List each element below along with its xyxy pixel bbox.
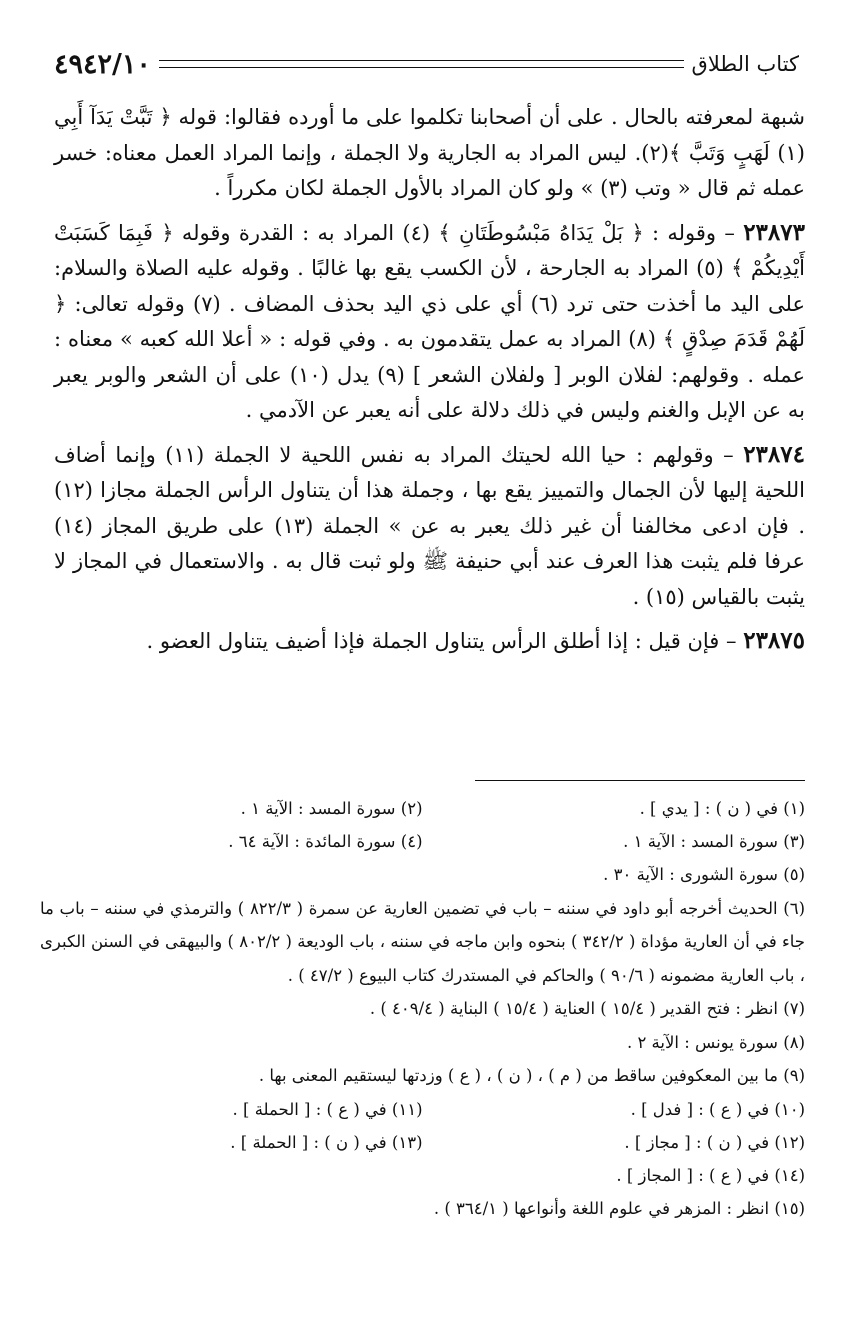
paragraph	[54, 100, 805, 207]
footnote: (١٤) في ( ع ) : [ المجاز ] .	[616, 1165, 805, 1185]
footnote: (٣) سورة المسد : الآية ١ .	[623, 832, 805, 851]
paragraph	[54, 437, 805, 616]
footnote: (٧) انظر : فتح القدير ( ١٥/٤ ) العناية ( ١٥/٤ ) البناية ( ٤٠٩/٤ ) .	[369, 999, 805, 1018]
page-number: ٤٩٤٢/١٠	[54, 48, 151, 80]
footnote: (١٥) انظر : المزهر في علوم اللغة وأنواعها ( ٣٦٤/١ ) .	[433, 1199, 805, 1218]
footnote: (٨) سورة يونس : الآية ٢ .	[626, 1032, 805, 1052]
paragraph	[54, 215, 805, 429]
footnote-row	[40, 825, 805, 858]
footnote: (٥) سورة الشورى : الآية ٣٠ .	[603, 865, 805, 884]
paragraph-text: شبهة لمعرفته بالحال . على أن أصحابنا تكلموا على ما أورده فقالوا: قوله ﴿ تَبَّتْ يَدَآ أَبِي (١) لَهَبٍ وَتَبَّ ﴾(٢). ليس المراد به الجارية ولا الجملة ، وإنما المراد العمل معناه: خسر عمله ثم قال « وتب (٣) » ولو كان المراد بالأول الجملة لكان مكرراً .	[54, 105, 805, 200]
book-title: كتاب الطلاق	[691, 52, 799, 76]
paragraph-text: – فإن قيل : إذا أطلق الرأس يتناول الجملة فإذا أضيف يتناول العضو .	[146, 629, 737, 653]
paragraph-text: – وقوله : ﴿ بَلْ يَدَاهُ مَبْسُوطَتَانِ ﴾ (٤) المراد به : القدرة وقوله ﴿ فَبِمَا كَسَبَتْ أَيْدِيكُمْ ﴾ (٥) المراد به الجارحة ، لأن الكسب يقع بها غالبًا . وقوله عليه الصلاة والسلام: على اليد ما أخذت حتى ترد (٦) أي على ذي اليد بحذف المضاف . (٧) وقوله تعالى: ﴿ لَهُمْ قَدَمَ صِدْقٍ ﴾ (٨) المراد به عمل يتقدمون به . وفي قوله : « أعلا الله كعبه » معناه : عمله . وقولهم: لفلان الوبر [ ولفلان الشعر ] (٩) يدل (١٠) على أن الشعر والوبر يعبر به عن الإبل والغنم وليس في ذلك دلالة على أنه يعبر عن الآدمي .	[54, 220, 806, 422]
footnote: (١٠) في ( ع ) : [ فدل ] .	[630, 1099, 805, 1119]
footnote: (٤) سورة المائدة : الآية ٦٤ .	[228, 832, 423, 851]
footnote-separator	[475, 780, 805, 781]
paragraph	[54, 623, 805, 660]
footnote: (١) في ( ن ) : [ يدي ] .	[639, 799, 805, 818]
footnotes	[40, 792, 805, 1226]
paragraph-number: ٢٣٨٧٤	[743, 440, 805, 468]
footnote: (٩) ما بين المعكوفين ساقط من ( م ) ، ( ن ) ، ( ع ) وزدتها ليستقيم المعنى بها .	[258, 1066, 805, 1085]
paragraph-number: ٢٣٨٧٣	[743, 218, 805, 246]
footnote-row	[40, 792, 805, 825]
paragraph-number: ٢٣٨٧٥	[743, 627, 805, 654]
footnote: (٢) سورة المسد : الآية ١ .	[240, 799, 423, 818]
footnote: (١٣) في ( ن ) : [ الحملة ] .	[230, 1132, 423, 1152]
footnote: (٦) الحديث أخرجه أبو داود في سننه – باب في تضمين العارية عن سمرة ( ٨٢٢/٣ ) والترمذي في سننه – باب ما جاء في أن العارية مؤداة ( ٣٤٢/٢ ) بنحوه وابن ماجه في سننه ، باب الوديعة ( ٨٠٢/٢ ) والبيهقى في السنن الكبرى ، باب العارية مضمونه ( ٩٠/٦ ) والحاكم في المستدرك كتاب البيوع ( ٤٧/٢ ) .	[40, 898, 806, 985]
paragraph-text: – وقولهم : حيا الله لحيتك المراد به نفس اللحية لا الجملة (١١) وإنما أضاف اللحية إليها لأن الجمال والتمييز يقع بها ، وجملة هذا أن يتناول الرأس الجملة مجازا (١٢) . فإن ادعى مخالفنا أن غير ذلك يعبر به عن » الجملة (١٣) على طريق المجاز (١٤) عرفا فلم يثبت هذا العرف عند أبي حنيفة ﷺ ولو ثبت قال به . والاستعمال في المجاز لا يثبت بالقياس (١٥) .	[54, 442, 805, 609]
footnote: (١٢) في ( ن ) : [ مجاز ] .	[624, 1132, 805, 1152]
footnote-row	[40, 1093, 805, 1126]
main-text	[54, 100, 805, 668]
header-double-rule	[159, 60, 684, 68]
footnote-row	[40, 1126, 805, 1159]
footnote: (١١) في ( ع ) : [ الحملة ] .	[232, 1099, 423, 1119]
running-header	[54, 44, 799, 84]
